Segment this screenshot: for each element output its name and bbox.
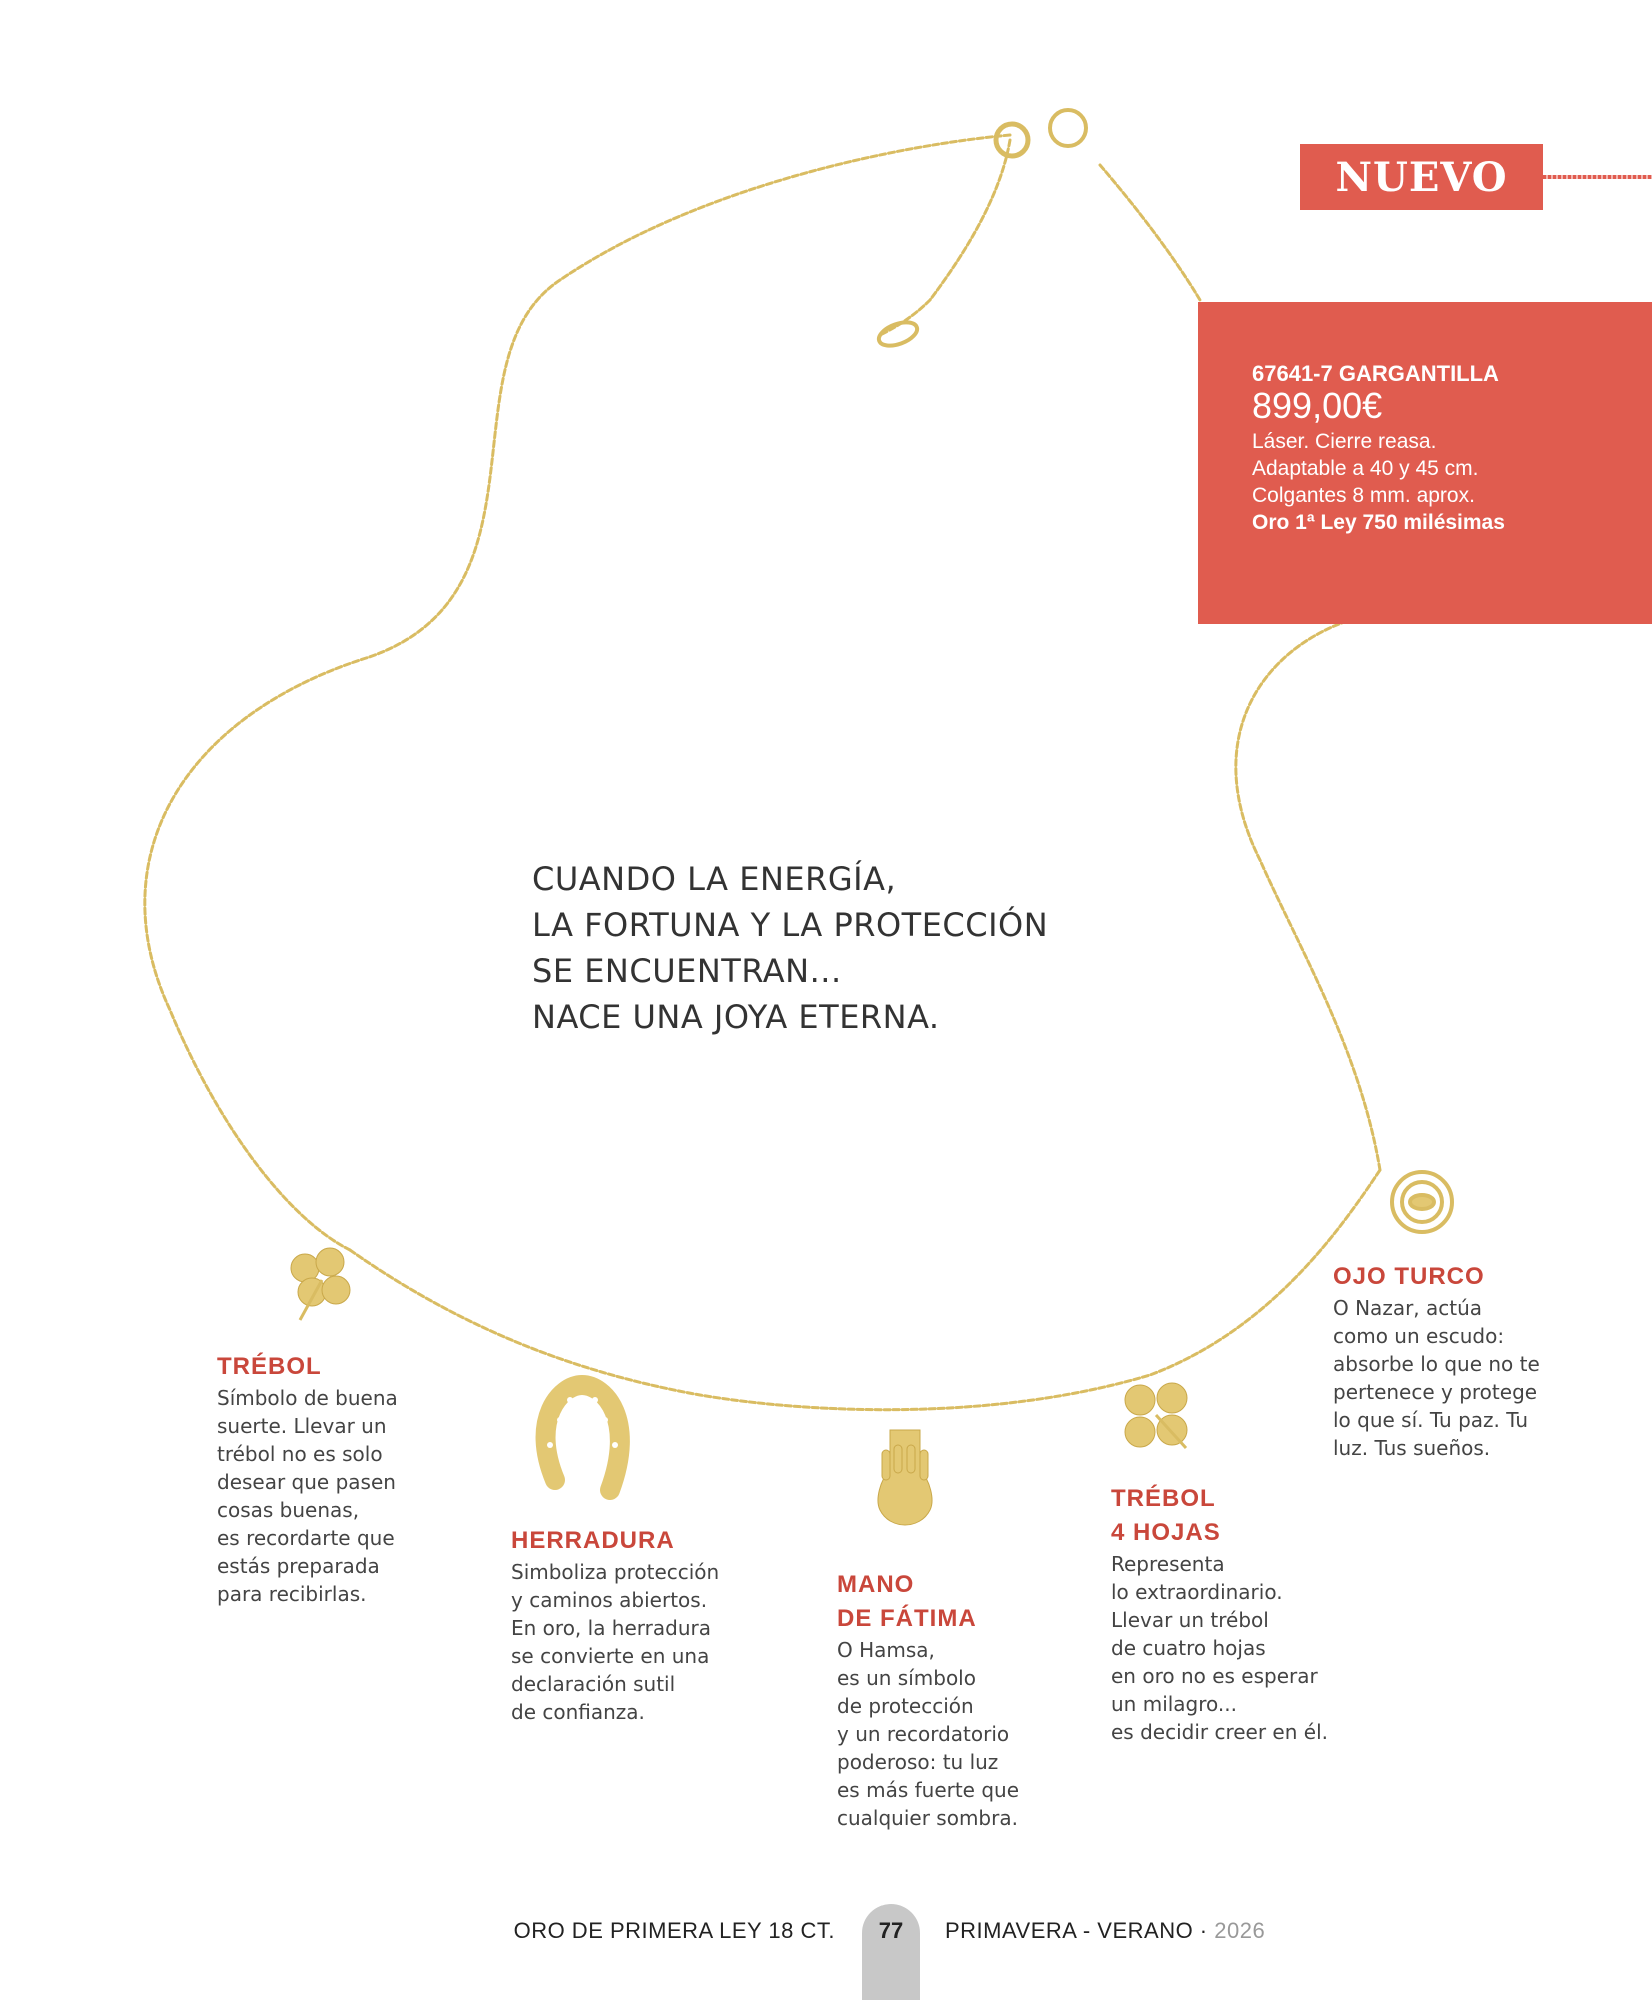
page-footer bbox=[0, 1904, 1652, 2000]
footer-left-text: ORO DE PRIMERA LEY 18 CT. bbox=[513, 1918, 835, 1943]
footer-right-text bbox=[945, 1918, 1265, 1944]
chain-bottom bbox=[350, 1170, 1380, 1410]
headline bbox=[532, 856, 1048, 1040]
four-leaf-clover-charm-icon bbox=[1125, 1383, 1187, 1448]
charm-mano-de-fatima bbox=[837, 1568, 1019, 1832]
horseshoe-charm-icon bbox=[546, 1385, 620, 1490]
charm-desc: O Nazar, actúa como un escudo: absorbe lo que no te pertenece y protege lo que sí. Tu paz. Tu luz. Tus sueños. bbox=[1333, 1296, 1540, 1460]
product-price: 899,00€ bbox=[1252, 385, 1383, 426]
page-number: 77 bbox=[862, 1904, 920, 2000]
charm-title: TRÉBOL bbox=[217, 1353, 322, 1380]
evil-eye-charm-icon bbox=[1392, 1172, 1452, 1232]
charm-title: MANO DE FÁTIMA bbox=[837, 1571, 977, 1632]
clasp-ring-icon bbox=[996, 124, 1028, 156]
chain-right bbox=[1236, 620, 1380, 1170]
hamsa-charm-icon bbox=[878, 1430, 932, 1525]
jump-ring-icon bbox=[1050, 110, 1086, 146]
charm-title: HERRADURA bbox=[511, 1527, 675, 1554]
extension-chain bbox=[880, 140, 1010, 335]
chain-top-right bbox=[1100, 165, 1200, 300]
headline-line: CUANDO LA ENERGÍA, bbox=[532, 860, 897, 898]
clover-charm-icon bbox=[291, 1248, 350, 1320]
product-desc-line: Colgantes 8 mm. aprox. bbox=[1252, 484, 1475, 507]
product-material: Oro 1ª Ley 750 milésimas bbox=[1252, 511, 1505, 534]
product-desc-line: Adaptable a 40 y 45 cm. bbox=[1252, 457, 1479, 480]
footer-season: PRIMAVERA - VERANO · bbox=[945, 1918, 1208, 1943]
charm-desc: Simboliza protección y caminos abiertos. En oro, la herradura se convierte en una declaración sutil de confianza. bbox=[511, 1560, 720, 1724]
charm-desc: Símbolo de buena suerte. Llevar un trébol no es solo desear que pasen cosas buenas, es recordarte que estás preparada para recibirlas. bbox=[217, 1386, 398, 1606]
product-code: 67641-7 GARGANTILLA bbox=[1252, 361, 1499, 386]
headline-line: SE ENCUENTRAN... bbox=[532, 952, 842, 990]
chain-left bbox=[145, 135, 1010, 1250]
charm-ojo-turco bbox=[1333, 1260, 1540, 1462]
headline-line: NACE UNA JOYA ETERNA. bbox=[532, 998, 940, 1036]
footer-year: 2026 bbox=[1214, 1918, 1266, 1943]
charm-herradura bbox=[511, 1524, 719, 1726]
charm-trebol bbox=[217, 1350, 398, 1608]
product-desc-line: Láser. Cierre reasa. bbox=[1252, 430, 1437, 453]
new-badge: NUEVO bbox=[1300, 144, 1543, 210]
charm-title: OJO TURCO bbox=[1333, 1263, 1485, 1290]
headline-line: LA FORTUNA Y LA PROTECCIÓN bbox=[532, 906, 1049, 944]
charm-trebol-4-hojas bbox=[1111, 1482, 1328, 1746]
charm-title: TRÉBOL 4 HOJAS bbox=[1111, 1485, 1221, 1546]
product-info-box bbox=[1198, 302, 1652, 624]
end-ring-icon bbox=[876, 318, 920, 350]
badge-dotted-line bbox=[1543, 175, 1652, 179]
charm-desc: Representa lo extraordinario. Llevar un trébol de cuatro hojas en oro no es esperar un milagro... es decidir creer en él. bbox=[1111, 1552, 1328, 1744]
charm-desc: O Hamsa, es un símbolo de protección y un recordatorio poderoso: tu luz es más fuerte que cualquier sombra. bbox=[837, 1638, 1020, 1830]
